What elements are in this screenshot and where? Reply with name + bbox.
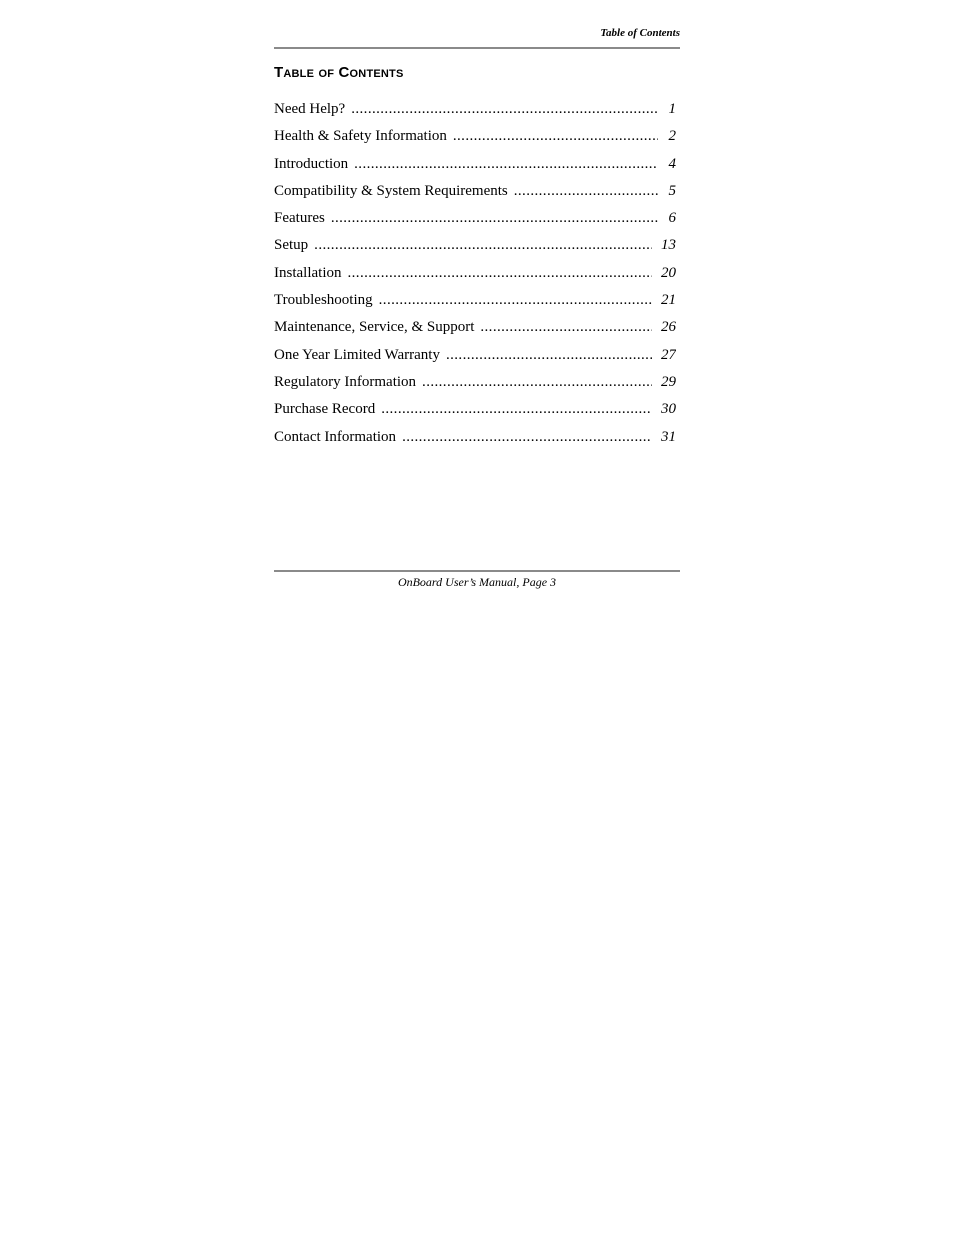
toc-entry-page: 20 [661, 264, 676, 281]
header-rule [274, 47, 680, 49]
toc-entry-title: Troubleshooting [274, 292, 373, 309]
toc-entry-page: 26 [661, 319, 676, 336]
toc-entry-health-safety [274, 126, 676, 153]
toc-entry-title: One Year Limited Warranty [274, 346, 440, 363]
toc-entry-page: 13 [661, 237, 676, 254]
toc-dot-leader [514, 181, 658, 201]
toc-entry-title: Regulatory Information [274, 373, 417, 390]
toc-entry-introduction [274, 154, 676, 181]
toc-entry-title: Health & Safety Information [274, 128, 447, 145]
toc-entry-page: 1 [668, 101, 676, 117]
running-footer: OnBoard User’s Manual, Page 3 [397, 575, 557, 589]
toc-dot-leader [354, 154, 658, 174]
toc-dot-leader [453, 126, 658, 146]
toc-entry-page: 31 [661, 428, 676, 445]
toc-dot-leader [422, 372, 652, 392]
toc-dot-leader [314, 235, 652, 255]
running-header: Table of Contents [600, 27, 680, 39]
toc-entry-title: Introduction [274, 155, 349, 172]
toc-entry-contact [274, 427, 676, 454]
toc-dot-leader [348, 263, 653, 283]
toc-entry-page: 2 [668, 128, 676, 145]
toc-entry-purchase-record [274, 399, 676, 426]
toc-entry-title: Purchase Record [274, 401, 376, 418]
toc-entry-setup [274, 235, 676, 262]
toc-entry-title: Setup [274, 237, 309, 254]
toc-entry-page: 30 [661, 401, 676, 418]
footer-rule [274, 570, 680, 572]
toc-dot-leader [446, 345, 652, 365]
toc-dot-leader [351, 99, 658, 119]
toc-entry-need-help [274, 99, 676, 126]
toc-entry-title: Installation [274, 264, 342, 281]
toc-entry-warranty [274, 345, 676, 372]
toc-entry-compatibility [274, 181, 676, 208]
toc-entry-page: 29 [661, 373, 676, 390]
toc-entry-maintenance [274, 317, 676, 344]
toc-dot-leader [402, 427, 652, 447]
toc-entry-title: Features [274, 210, 325, 227]
table-of-contents [274, 99, 676, 454]
toc-entry-title: Compatibility & System Requirements [274, 182, 508, 199]
toc-dot-leader [379, 290, 652, 310]
toc-entry-regulatory [274, 372, 676, 399]
toc-entry-title: Maintenance, Service, & Support [274, 319, 475, 336]
toc-entry-page: 4 [668, 155, 676, 172]
toc-entry-title: Contact Information [274, 428, 397, 445]
toc-entry-page: 27 [661, 346, 676, 363]
toc-entry-installation [274, 263, 676, 290]
toc-entry-features [274, 208, 676, 235]
toc-entry-troubleshooting [274, 290, 676, 317]
toc-entry-page: 5 [668, 182, 676, 199]
page-title: Table of Contents [274, 64, 404, 81]
toc-entry-page: 21 [661, 292, 676, 309]
toc-entry-title: Need Help? [274, 101, 346, 117]
toc-dot-leader [331, 208, 658, 228]
toc-dot-leader [480, 317, 652, 337]
toc-entry-page: 6 [668, 210, 676, 227]
toc-dot-leader [381, 399, 652, 419]
